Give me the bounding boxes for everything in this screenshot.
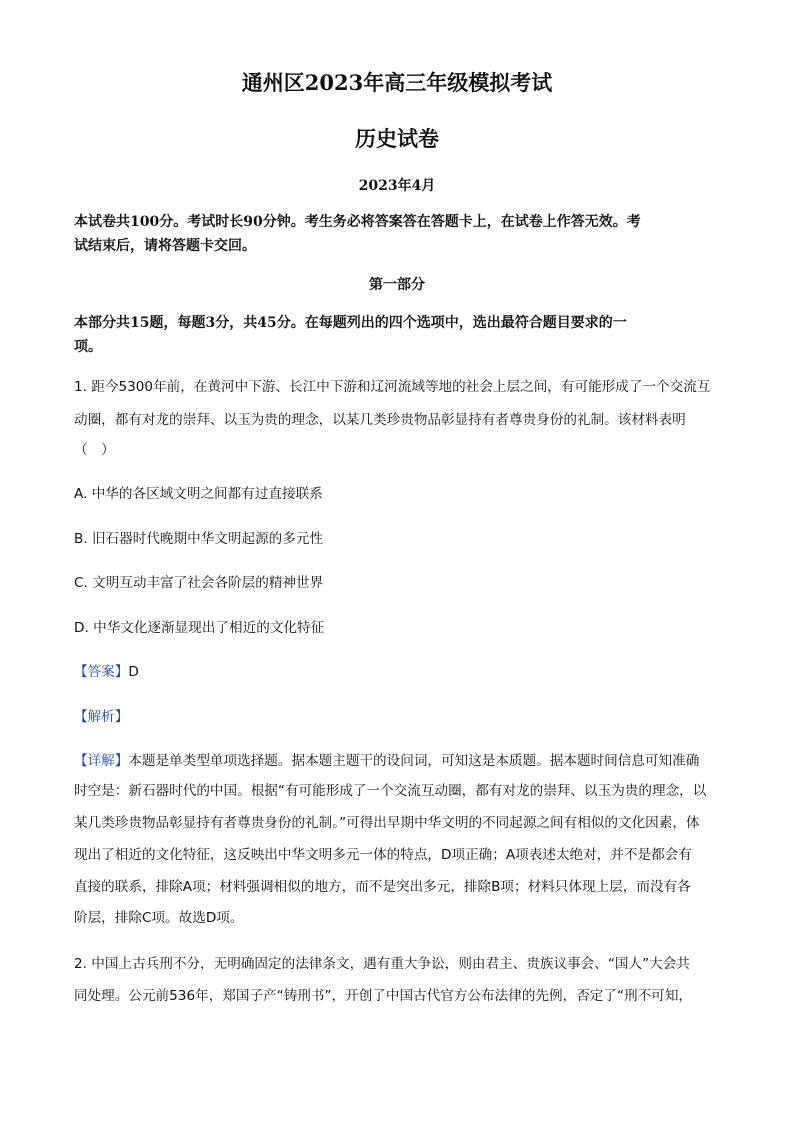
q1-detail-line-4: 现出了相近的文化特征，这反映出中华文明多元一体的特点，D项正确；A项表述太绝对，并不是都会有 (74, 847, 692, 863)
q1-detail-line-1 (74, 751, 699, 771)
part-title: 第一部分 (369, 277, 425, 293)
part-desc-line-1: 本部分共15题，每题3分，共45分。在每题列出的四个选项中，选出最符合题目要求的一 (74, 315, 627, 331)
q1-option-c: C. 文明互动丰富了社会各阶层的精神世界 (74, 575, 324, 591)
q1-option-a: A. 中华的各区域文明之间都有过直接联系 (74, 486, 323, 502)
answer-value: D (128, 664, 139, 680)
q1-detail-line-3: 某几类珍贵物品彰显持有者尊贵身份的礼制。”可得出早期中华文明的不同起源之间有相似的文化因素，体 (74, 815, 700, 831)
detail-text-1: 本题是单类型单项选择题。据本题主题干的设问词，可知这是本质题。据本题时间信息可知准确 (128, 753, 700, 769)
instructions-line-1: 本试卷共100分。考试时长90分钟。考生务必将答案答在答题卡上，在试卷上作答无效。考 (74, 214, 641, 230)
q1-stem-line-3: （ ） (74, 442, 115, 458)
exam-date: 2023年4月 (358, 178, 436, 194)
subject-title: 历史试卷 (355, 126, 439, 151)
q1-stem-line-1: 1. 距今5300年前，在黄河中下游、长江中下游和辽河流域等地的社会上层之间，有可能形成了一个交流互 (74, 379, 711, 395)
q1-option-b: B. 旧石器时代晚期中华文明起源的多元性 (74, 531, 324, 547)
exam-title: 通州区2023年高三年级模拟考试 (241, 70, 553, 95)
q2-stem-line-2: 同处理。公元前536年，郑国子产“铸刑书”，开创了中国古代官方公布法律的先例，否定了“刑不可知， (74, 988, 693, 1004)
q2-stem-line-1: 2. 中国上古兵刑不分，无明确固定的法律条文，遇有重大争讼，则由君主、贵族议事会、“国人”大会共 (74, 956, 690, 972)
analysis-tag: 【解析】 (74, 709, 129, 725)
q1-detail-line-6: 阶层，排除C项。故选D项。 (74, 910, 244, 926)
detail-tag: 【详解】 (74, 753, 129, 769)
q1-detail-line-2: 时空是：新石器时代的中国。根据“有可能形成了一个交流互动圈，都有对龙的崇拜、以玉为贵的理念，以 (74, 783, 707, 799)
part-desc-line-2: 项。 (74, 339, 102, 355)
q1-detail-line-5: 直接的联系，排除A项；材料强调相似的地方，而不是突出多元，排除B项；材料只体现上层，而没有各 (74, 879, 691, 895)
answer-tag: 【答案】 (74, 664, 129, 680)
instructions-line-2: 试结束后，请将答题卡交回。 (74, 238, 256, 254)
q1-stem-line-2: 动圈，都有对龙的崇拜、以玉为贵的理念，以某几类珍贵物品彰显持有者尊贵身份的礼制。该材料表明 (74, 412, 686, 428)
q1-answer (74, 662, 139, 682)
q1-option-d: D. 中华文化逐渐显现出了相近的文化特征 (74, 620, 325, 636)
